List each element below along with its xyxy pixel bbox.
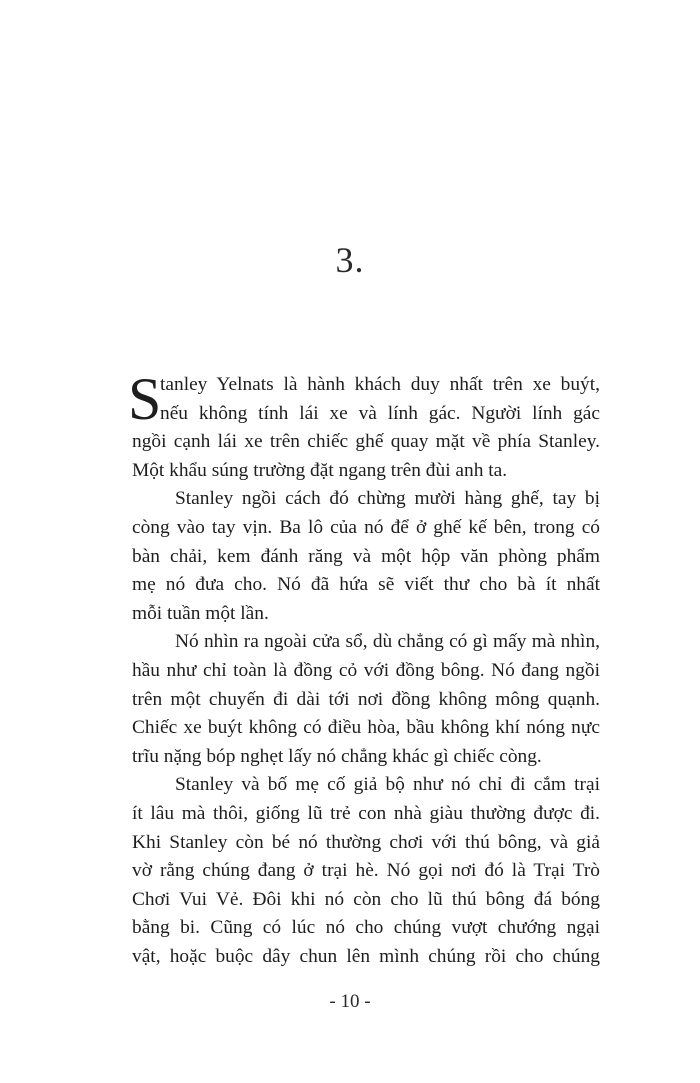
paragraph-1 xyxy=(128,366,600,485)
paragraph-4 xyxy=(132,771,600,971)
text-line: vờ rằng chúng đang ở trại hè. Nó gọi nơi đó là Trại Trò xyxy=(132,860,600,882)
chapter-number: 3. xyxy=(335,240,365,280)
text-line: tanley Yelnats là hành khách duy nhất trên xe buýt, xyxy=(160,374,600,395)
text-line: Stanley và bố mẹ cố giả bộ như nó chỉ đi cắm trại xyxy=(175,774,600,796)
text-line: bằng bi. Cũng có lúc nó cho chúng vượt chướng ngại xyxy=(132,917,600,939)
text-line: bàn chải, kem đánh răng và một hộp văn phòng phẩm xyxy=(132,545,600,567)
drop-cap: S xyxy=(128,366,162,432)
text-line: mỗi tuần một lần. xyxy=(132,602,269,624)
text-line: hầu như chỉ toàn là đồng cỏ với đồng bông. Nó đang ngồi xyxy=(132,659,600,681)
text-line: Một khẩu súng trường đặt ngang trên đùi anh ta. xyxy=(132,459,508,481)
body-text xyxy=(128,366,600,971)
text-line: mẹ nó đưa cho. Nó đã hứa sẽ viết thư cho bà ít nhất xyxy=(132,574,600,596)
text-line: Chiếc xe buýt không có điều hòa, bầu không khí nóng nực xyxy=(132,717,600,739)
paragraph-3 xyxy=(132,628,600,771)
text-line: trĩu nặng bóp nghẹt lấy nó chẳng khác gì chiếc còng. xyxy=(132,745,542,767)
text-line: Khi Stanley còn bé nó thường chơi với thú bông, và giả xyxy=(132,831,600,853)
text-line: Nó nhìn ra ngoài cửa sổ, dù chẳng có gì mấy mà nhìn, xyxy=(175,631,600,653)
text-line: ngồi cạnh lái xe trên chiếc ghế quay mặt về phía Stanley. xyxy=(132,431,600,453)
text-line: vật, hoặc buộc dây chun lên mình chúng rồi cho chúng xyxy=(132,945,600,967)
text-line: còng vào tay vịn. Ba lô của nó để ở ghế kế bên, trong có xyxy=(132,516,600,538)
text-line: Chơi Vui Vẻ. Đôi khi nó còn cho lũ thú bông đá bóng xyxy=(132,888,600,910)
page-number: - 10 - xyxy=(329,991,371,1012)
text-line: trên một chuyến đi dài tới nơi đồng không mông quạnh. xyxy=(132,688,600,710)
text-line: nếu không tính lái xe và lính gác. Người lính gác xyxy=(160,402,600,424)
paragraph-2 xyxy=(132,485,600,628)
text-line: ít lâu mà thôi, giống lũ trẻ con nhà giàu thường được đi. xyxy=(132,802,600,824)
text-line: Stanley ngồi cách đó chừng mười hàng ghế, tay bị xyxy=(175,488,600,510)
